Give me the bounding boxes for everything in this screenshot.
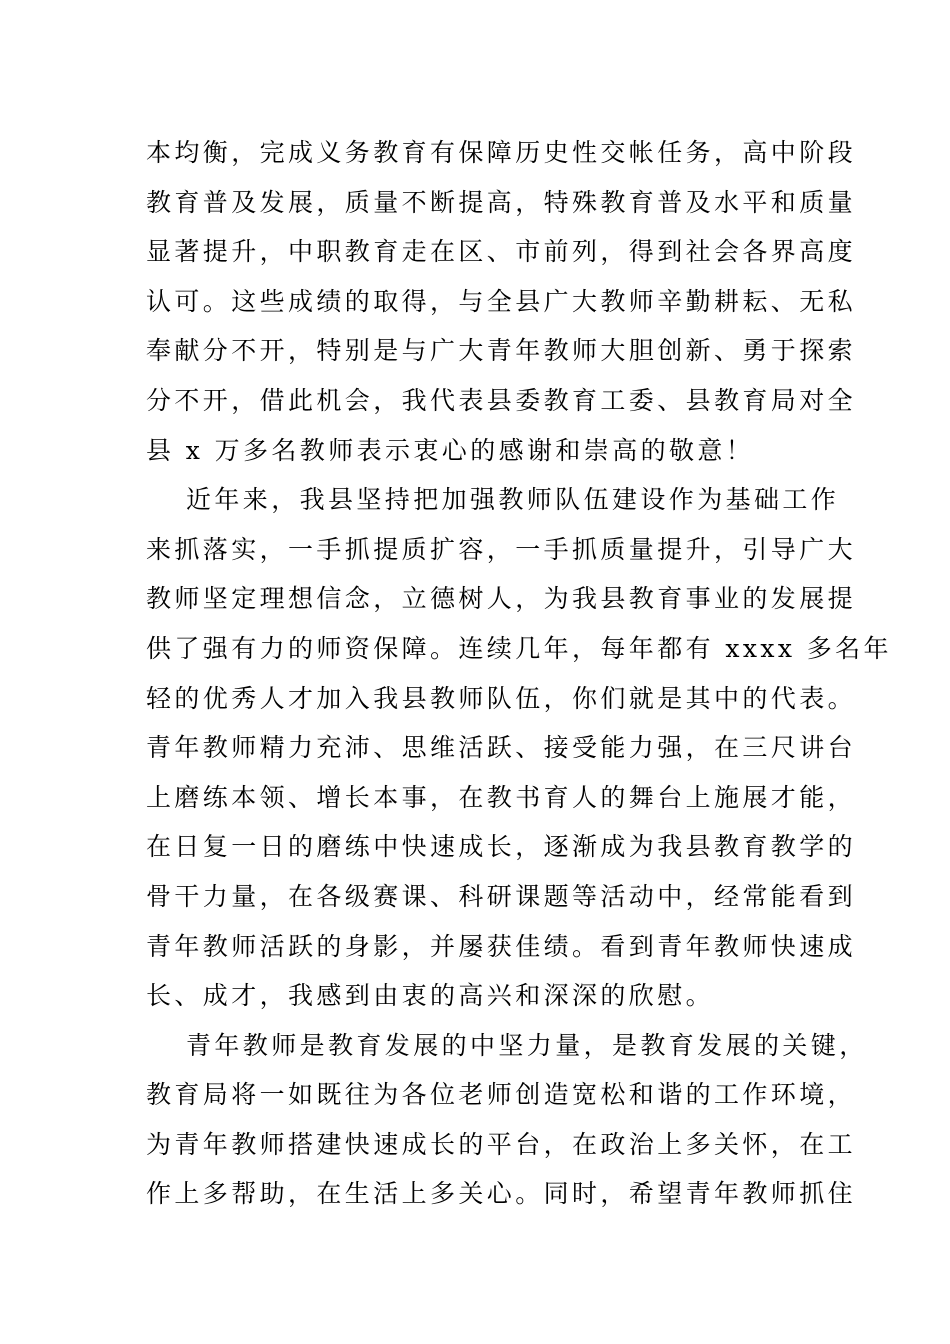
text-line: 青年教师精力充沛、思维活跃、接受能力强，在三尺讲台 — [146, 733, 857, 763]
text-line: 作上多帮助，在生活上多关心。同时，希望青年教师抓住 — [146, 1179, 857, 1209]
text-line: 长、成才，我感到由衷的高兴和深深的欣慰。 — [146, 981, 715, 1011]
text-line: 教育普及发展，质量不断提高，特殊教育普及水平和质量 — [146, 187, 857, 217]
text-line: 供了强有力的师资保障。连续几年，每年都有 xxxx 多名年 — [146, 633, 892, 663]
text-line: 青年教师活跃的身影，并屡获佳绩。看到青年教师快速成 — [146, 931, 857, 961]
text-line: 分不开，借此机会，我代表县委教育工委、县教育局对全 — [146, 385, 857, 415]
paragraph-start-line: 青年教师是教育发展的中坚力量，是教育发展的关键， — [186, 1030, 868, 1060]
text-line: 认可。这些成绩的取得，与全县广大教师辛勤耕耘、无私 — [146, 286, 857, 316]
text-line: 来抓落实，一手抓提质扩容，一手抓质量提升，引导广大 — [146, 534, 857, 564]
body-text — [146, 128, 892, 1219]
text-line: 奉献分不开，特别是与广大青年教师大胆创新、勇于探索 — [146, 336, 857, 366]
text-line: 教师坚定理想信念，立德树人，为我县教育事业的发展提 — [146, 584, 857, 614]
text-line: 教育局将一如既往为各位老师创造宽松和谐的工作环境， — [146, 1080, 857, 1110]
paragraph-start-line: 近年来，我县坚持把加强教师队伍建设作为基础工作 — [186, 485, 840, 515]
text-line: 轻的优秀人才加入我县教师队伍，你们就是其中的代表。 — [146, 683, 857, 713]
text-line: 骨干力量，在各级赛课、科研课题等活动中，经常能看到 — [146, 881, 857, 911]
text-line: 上磨练本领、增长本事，在教书育人的舞台上施展才能， — [146, 782, 857, 812]
text-line: 本均衡，完成义务教育有保障历史性交帐任务，高中阶段 — [146, 138, 857, 167]
text-line: 显著提升，中职教育走在区、市前列，得到社会各界高度 — [146, 237, 857, 267]
text-line: 在日复一日的磨练中快速成长，逐渐成为我县教育教学的 — [146, 832, 857, 862]
text-line: 为青年教师搭建快速成长的平台，在政治上多关怀，在工 — [146, 1129, 857, 1159]
text-line: 县 x 万多名教师表示衷心的感谢和崇高的敬意！ — [146, 435, 755, 465]
